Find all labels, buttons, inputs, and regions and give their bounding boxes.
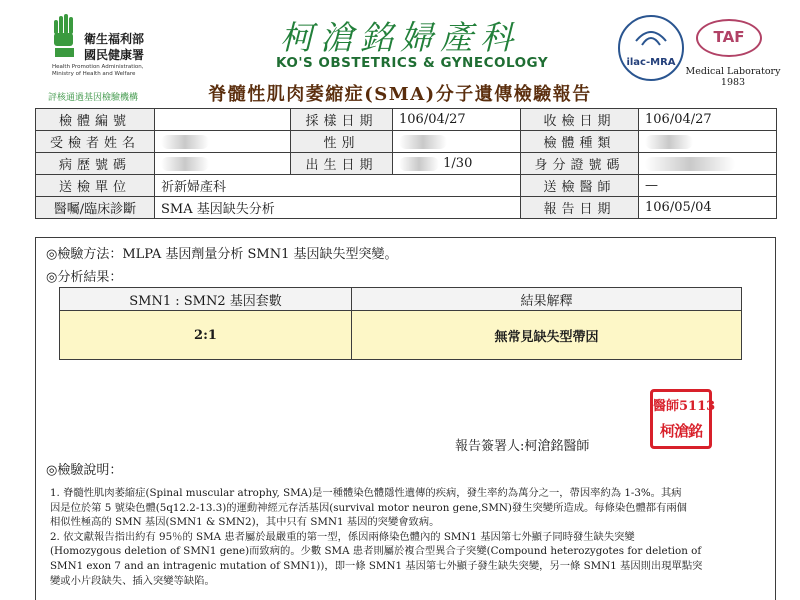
ratio-header: SMN1 : SMN2 基因套數 [60,288,352,311]
diagnosis-label: 醫囑/臨床診斷 [36,197,155,219]
sample-type-value [639,131,777,153]
report-signer: 報告簽署人:柯滄銘醫師 [455,439,590,454]
medlab-year: 1983 [720,77,746,88]
patient-info-table [35,108,777,219]
moh-english-name [52,64,144,78]
receive-date-value: 106/04/27 [639,109,777,131]
hand-logo-icon [52,14,78,58]
interpretation-header: 結果解釋 [352,288,742,311]
redacted-mark [645,135,693,149]
result-table [59,287,742,360]
table-row [60,311,742,360]
moh-name-line2: 國民健康署 [84,48,145,62]
explain-line: 因是位於第 5 號染色體(5q12.2-13.3)的運動神經元存活基因(survival motor neuron gene,SMN)發生突變所造成。每條染色體都有兩個 [50,501,687,514]
explain-line: SMN1 exon 7 and an intragenic mutation of SMN1))，即一條 SMN1 基因第七外顯子發生缺失突變，另一條 SMN1 基因則出現單點突 [50,559,703,572]
clinic-name-chinese: 柯滄銘婦產科 [280,18,520,57]
dob-label: 出生日期 [291,153,393,175]
sex-label: 性別 [291,131,393,153]
table-row [36,109,777,131]
ilac-mra-logo [618,15,684,81]
collect-date-label: 採樣日期 [291,109,393,131]
send-doctor-label: 送檢醫師 [521,175,639,197]
redacted-mark [399,157,439,171]
taf-logo [696,19,762,57]
test-method: ◎檢驗方法：MLPA 基因劑量分析 SMN1 基因缺失型突變。 [46,247,398,262]
physician-seal-stamp [650,389,716,449]
explain-line: (Homozygous deletion of SMN1 gene)而致病的。少數 SMA 患者則屬於複合型異合子突變(Compound heterozygotes for deletion of [50,545,702,558]
sex-value [393,131,521,153]
table-row [36,131,777,153]
record-no-label: 病歷號碼 [36,153,155,175]
result-heading: ◎分析結果： [46,270,123,285]
stamp-line2: 柯滄銘 [659,422,702,440]
medlab-line1: Medical Laboratory [685,66,781,77]
report-title: 脊髓性肌肉萎縮症(SMA)分子遺傳檢驗報告 [208,84,592,105]
ratio-value: 2:1 [60,311,352,360]
send-unit-value: 祈新婦產科 [155,175,521,197]
moh-name-line1: 衛生福利部 [84,32,145,46]
globe-icon [620,17,682,79]
explain-line: 2. 依文獻報告指出約有 95％的 SMA 患者屬於最嚴重的第一型，係因兩條染色體內的 SMN1 基因第七外顯子同時發生缺失突變 [50,530,635,543]
ilac-label: ilac-MRA [626,57,676,68]
redacted-mark [399,135,447,149]
explanation-text [50,486,766,588]
redacted-mark [161,135,209,149]
id-label: 身分證號碼 [521,153,639,175]
name-label: 受檢者姓名 [36,131,155,153]
report-date-label: 報告日期 [521,197,639,219]
stamp-line1: 醫師5113 [653,399,716,414]
table-row [36,153,777,175]
send-doctor-value: — [639,175,777,197]
explanation-item-2 [50,530,766,588]
sample-no-value [155,109,291,131]
id-value [639,153,777,175]
moh-en-line2: Ministry of Health and Welfare [52,71,136,77]
explain-line: 變或小片段缺失、插入突變等缺陷。 [50,574,215,587]
record-no-value [155,153,291,175]
sample-no-label: 檢體編號 [36,109,155,131]
collect-date-value: 106/04/27 [393,109,521,131]
moh-certification: 評核通過基因檢驗機構 [48,93,139,103]
redacted-mark [645,157,735,171]
name-value [155,131,291,153]
dob-value [393,153,521,175]
sample-type-label: 檢體種類 [521,131,639,153]
table-row [60,288,742,311]
redacted-mark [161,157,209,171]
explanation-heading: ◎檢驗說明： [46,463,123,478]
report-date-value: 106/05/04 [639,197,777,219]
explain-line: 1. 脊髓性肌肉萎縮症(Spinal muscular atrophy, SMA)是一種體染色體隱性遺傳的疾病，發生率約為萬分之一，帶因率約為 1-3%。其病 [50,487,682,499]
clinic-name-english: KO'S OBSTETRICS & GYNECOLOGY [276,55,549,71]
receive-date-label: 收檢日期 [521,109,639,131]
taf-label: TAF [713,28,745,46]
interpretation-value: 無常見缺失型帶因 [352,311,742,360]
moh-en-line1: Health Promotion Administration, [52,64,144,70]
explanation-item-1 [50,486,766,530]
dob-partial: 1/30 [443,156,473,171]
table-row [36,175,777,197]
diagnosis-value: SMA 基因缺失分析 [155,197,521,219]
table-row [36,197,777,219]
explain-line: 相似性極高的 SMN 基因(SMN1 & SMN2)，其中只有 SMN1 基因的突變會致病。 [50,516,440,529]
send-unit-label: 送檢單位 [36,175,155,197]
